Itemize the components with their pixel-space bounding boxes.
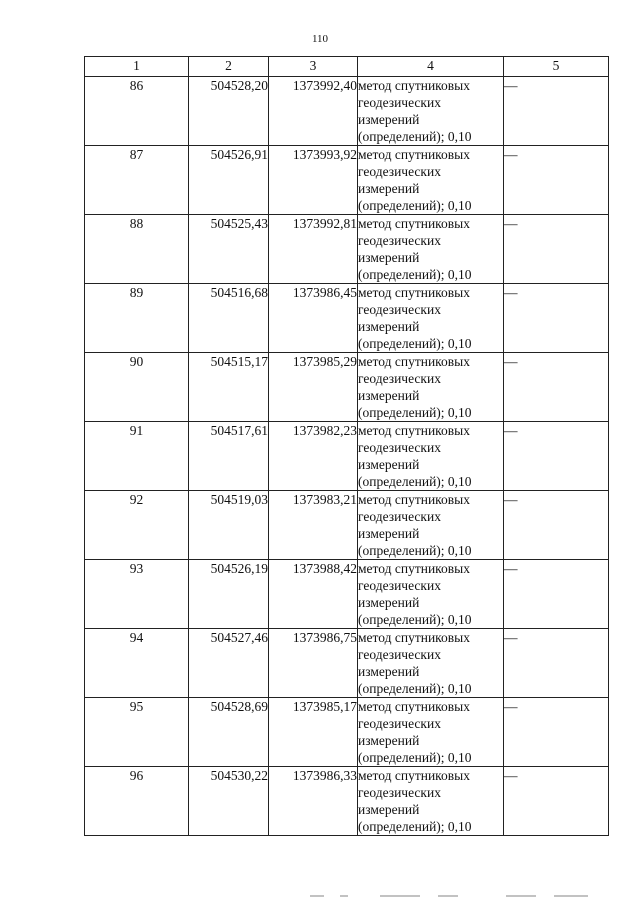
- y-coordinate-cell: 1373988,42: [269, 560, 358, 629]
- note-cell: —: [504, 560, 609, 629]
- method-line: измерений: [358, 526, 420, 541]
- table-row: [85, 767, 609, 836]
- method-line: геодезических: [358, 164, 441, 179]
- y-coordinate-cell: 1373985,29: [269, 353, 358, 422]
- method-line: (определений); 0,10: [358, 681, 472, 696]
- x-coordinate-cell: 504526,91: [189, 146, 269, 215]
- x-coordinate-cell: 504527,46: [189, 629, 269, 698]
- page-number: 110: [311, 33, 329, 45]
- method-line: измерений: [358, 457, 420, 472]
- method-line: метод спутниковых: [358, 423, 470, 438]
- method-line: метод спутниковых: [358, 630, 470, 645]
- method-cell: [358, 422, 504, 491]
- x-coordinate-cell: 504528,69: [189, 698, 269, 767]
- note-cell: —: [504, 422, 609, 491]
- point-number-cell: 93: [85, 560, 189, 629]
- method-line: метод спутниковых: [358, 699, 470, 714]
- x-coordinate-cell: 504515,17: [189, 353, 269, 422]
- method-line: метод спутниковых: [358, 492, 470, 507]
- table-row: [85, 560, 609, 629]
- method-line: метод спутниковых: [358, 285, 470, 300]
- table-row: [85, 491, 609, 560]
- method-line: (определений); 0,10: [358, 819, 472, 834]
- table-body: [85, 77, 609, 836]
- method-line: измерений: [358, 595, 420, 610]
- method-line: геодезических: [358, 95, 441, 110]
- note-cell: —: [504, 146, 609, 215]
- y-coordinate-cell: 1373992,40: [269, 77, 358, 146]
- note-cell: —: [504, 698, 609, 767]
- table-row: [85, 77, 609, 146]
- method-line: (определений); 0,10: [358, 750, 472, 765]
- point-number-cell: 89: [85, 284, 189, 353]
- header-row: [85, 57, 609, 77]
- header-cell: 1: [85, 57, 189, 77]
- method-line: геодезических: [358, 371, 441, 386]
- method-line: метод спутниковых: [358, 768, 470, 783]
- method-line: геодезических: [358, 509, 441, 524]
- x-coordinate-cell: 504517,61: [189, 422, 269, 491]
- method-line: (определений); 0,10: [358, 543, 472, 558]
- note-cell: —: [504, 767, 609, 836]
- point-number-cell: 92: [85, 491, 189, 560]
- header-cell: 4: [358, 57, 504, 77]
- table-row: [85, 284, 609, 353]
- x-coordinate-cell: 504519,03: [189, 491, 269, 560]
- note-cell: —: [504, 284, 609, 353]
- point-number-cell: 88: [85, 215, 189, 284]
- point-number-cell: 96: [85, 767, 189, 836]
- note-cell: —: [504, 353, 609, 422]
- point-number-cell: 86: [85, 77, 189, 146]
- note-cell: —: [504, 629, 609, 698]
- method-line: геодезических: [358, 233, 441, 248]
- x-coordinate-cell: 504526,19: [189, 560, 269, 629]
- method-line: геодезических: [358, 578, 441, 593]
- note-cell: —: [504, 215, 609, 284]
- y-coordinate-cell: 1373982,23: [269, 422, 358, 491]
- method-line: геодезических: [358, 647, 441, 662]
- point-number-cell: 95: [85, 698, 189, 767]
- method-line: измерений: [358, 664, 420, 679]
- y-coordinate-cell: 1373985,17: [269, 698, 358, 767]
- point-number-cell: 90: [85, 353, 189, 422]
- method-line: геодезических: [358, 440, 441, 455]
- header-cell: 5: [504, 57, 609, 77]
- y-coordinate-cell: 1373983,21: [269, 491, 358, 560]
- point-number-cell: 94: [85, 629, 189, 698]
- method-line: (определений); 0,10: [358, 336, 472, 351]
- point-number-cell: 91: [85, 422, 189, 491]
- method-line: метод спутниковых: [358, 354, 470, 369]
- table-row: [85, 215, 609, 284]
- coordinates-table: [84, 56, 609, 836]
- y-coordinate-cell: 1373992,81: [269, 215, 358, 284]
- method-line: геодезических: [358, 302, 441, 317]
- method-cell: [358, 767, 504, 836]
- point-number-cell: 87: [85, 146, 189, 215]
- table-row: [85, 146, 609, 215]
- note-cell: —: [504, 77, 609, 146]
- y-coordinate-cell: 1373993,92: [269, 146, 358, 215]
- method-line: измерений: [358, 733, 420, 748]
- x-coordinate-cell: 504530,22: [189, 767, 269, 836]
- method-line: измерений: [358, 802, 420, 817]
- method-line: измерений: [358, 319, 420, 334]
- y-coordinate-cell: 1373986,45: [269, 284, 358, 353]
- method-line: геодезических: [358, 716, 441, 731]
- method-line: (определений); 0,10: [358, 267, 472, 282]
- header-cell: 3: [269, 57, 358, 77]
- x-coordinate-cell: 504525,43: [189, 215, 269, 284]
- method-line: метод спутниковых: [358, 561, 470, 576]
- method-line: (определений); 0,10: [358, 405, 472, 420]
- method-line: метод спутниковых: [358, 147, 470, 162]
- y-coordinate-cell: 1373986,75: [269, 629, 358, 698]
- method-cell: [358, 146, 504, 215]
- method-line: метод спутниковых: [358, 216, 470, 231]
- method-line: измерений: [358, 388, 420, 403]
- method-line: (определений); 0,10: [358, 612, 472, 627]
- note-cell: —: [504, 491, 609, 560]
- method-line: измерений: [358, 112, 420, 127]
- table-row: [85, 422, 609, 491]
- method-line: (определений); 0,10: [358, 198, 472, 213]
- method-line: (определений); 0,10: [358, 474, 472, 489]
- method-cell: [358, 77, 504, 146]
- method-cell: [358, 629, 504, 698]
- method-cell: [358, 353, 504, 422]
- method-cell: [358, 560, 504, 629]
- method-line: геодезических: [358, 785, 441, 800]
- method-cell: [358, 491, 504, 560]
- method-line: (определений); 0,10: [358, 129, 472, 144]
- table-row: [85, 629, 609, 698]
- method-line: измерений: [358, 181, 420, 196]
- table-row: [85, 353, 609, 422]
- method-line: метод спутниковых: [358, 78, 470, 93]
- method-line: измерений: [358, 250, 420, 265]
- method-cell: [358, 284, 504, 353]
- x-coordinate-cell: 504528,20: [189, 77, 269, 146]
- header-cell: 2: [189, 57, 269, 77]
- y-coordinate-cell: 1373986,33: [269, 767, 358, 836]
- table-row: [85, 698, 609, 767]
- method-cell: [358, 215, 504, 284]
- method-cell: [358, 698, 504, 767]
- scan-artifact: [310, 893, 600, 899]
- x-coordinate-cell: 504516,68: [189, 284, 269, 353]
